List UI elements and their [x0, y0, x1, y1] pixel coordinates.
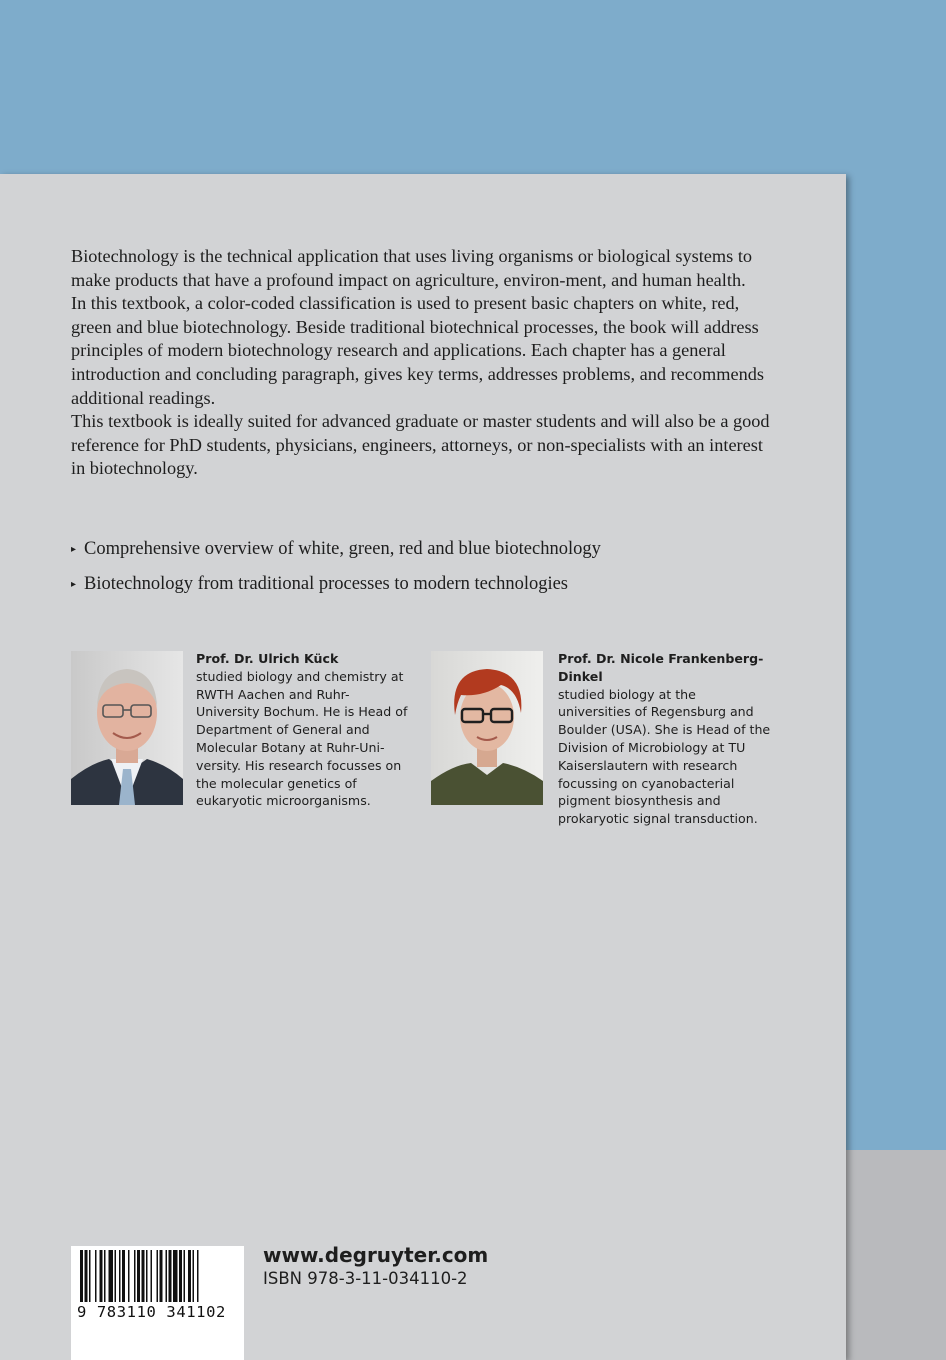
barcode-bar	[100, 1250, 103, 1302]
feature-text: Biotechnology from traditional processes to modern technologies	[84, 574, 569, 594]
barcode-bar	[122, 1250, 125, 1302]
barcode-bar	[80, 1250, 83, 1302]
barcode-bar	[85, 1250, 88, 1302]
barcode-bar	[109, 1250, 114, 1302]
barcode-bars	[80, 1250, 236, 1302]
barcode-bar	[119, 1250, 121, 1302]
author-bio-text: studied biology at the universities of Regensburg and Boulder (USA). She is Head of the Division of Microbiology at TU Kaiserslautern with research focussing on cyanobacterial pigment biosynthesis and prokaryotic signal transduction.	[558, 686, 771, 827]
isbn-number: ISBN 978-3-11-034110-2	[263, 1269, 468, 1288]
description-paragraph-1: Biotechnology is the technical application that uses living organisms or biological systems to make products that have a profound impact on agriculture, environ-ment, and human health.	[71, 246, 753, 290]
barcode-bar	[184, 1250, 186, 1302]
author-bio-text: studied biology and chemistry at RWTH Aachen and Ruhr-University Bochum. He is Head of Department of General and Molecular Botany at Ruhr-Uni-versity. His research focusses on the molecular genetics of eukaryotic microorganisms.	[196, 668, 408, 809]
barcode-bar	[137, 1250, 140, 1302]
description-paragraph-3: This textbook is ideally suited for advanced graduate or master students and will also be a good reference for PhD students, physicians, engineers, attorneys, or non-specialists with an interest in biotechnology.	[71, 411, 770, 479]
barcode-bar	[179, 1250, 182, 1302]
barcode-bar	[115, 1250, 117, 1302]
barcode-bar	[157, 1250, 159, 1302]
barcode-bar	[160, 1250, 163, 1302]
barcode-bar	[151, 1250, 153, 1302]
barcode-bar	[188, 1250, 191, 1302]
feature-item	[71, 572, 771, 607]
back-cover-panel	[0, 174, 846, 1360]
bullet-triangle-icon: ▸	[71, 579, 77, 590]
barcode-bar	[146, 1250, 148, 1302]
barcode-bar	[166, 1250, 168, 1302]
author-name: Prof. Dr. Nicole Frankenberg-Dinkel	[558, 651, 764, 684]
barcode-bar	[134, 1250, 136, 1302]
barcode-bar	[89, 1250, 91, 1302]
barcode-bar	[142, 1250, 145, 1302]
author-bio-kuck	[196, 650, 410, 810]
author-name: Prof. Dr. Ulrich Kück	[196, 651, 339, 666]
description-paragraph-2: In this textbook, a color-coded classification is used to present basic chapters on white, red, green and blue biotechnology. Beside traditional biotechnical processes, the book will address principles of modern biotechnology research and applications. Each chapter has a general introduction and concluding paragraph, gives key terms, addresses problems, and recommends additional readings.	[71, 293, 764, 408]
barcode-bar	[197, 1250, 199, 1302]
book-description	[71, 245, 771, 481]
barcode-bar	[173, 1250, 178, 1302]
bullet-triangle-icon: ▸	[71, 544, 77, 555]
barcode-bar	[128, 1250, 130, 1302]
author-photo-kuck	[71, 651, 183, 805]
author-photo-frankenberg-dinkel	[431, 651, 543, 805]
isbn-barcode	[71, 1246, 244, 1360]
barcode-bar	[169, 1250, 172, 1302]
barcode-digits: 9 783110 341102	[77, 1303, 226, 1321]
barcode-bar	[95, 1250, 97, 1302]
publisher-website[interactable]: www.degruyter.com	[263, 1243, 489, 1267]
barcode-bar	[193, 1250, 195, 1302]
barcode-bar	[104, 1250, 106, 1302]
author-bio-frankenberg-dinkel	[558, 650, 772, 828]
feature-list	[71, 537, 771, 607]
gray-corner-block	[846, 1150, 946, 1360]
feature-item	[71, 537, 771, 572]
feature-text: Comprehensive overview of white, green, red and blue biotechnology	[84, 539, 601, 559]
